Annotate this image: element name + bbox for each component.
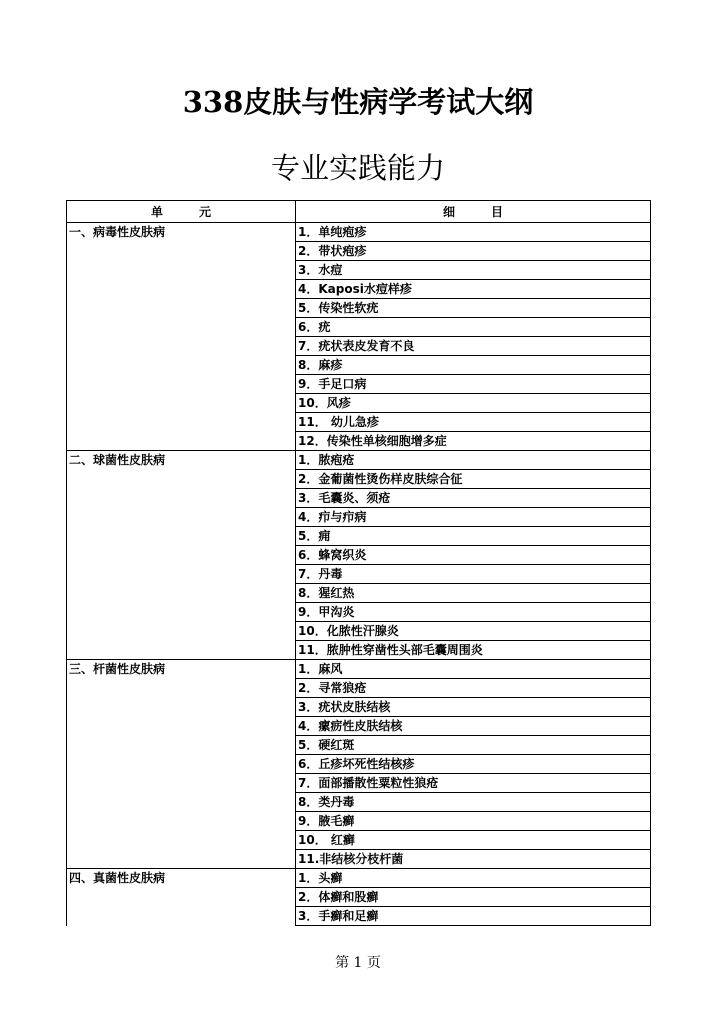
detail-item: 5．痈 <box>296 527 651 546</box>
detail-item: 1．脓疱疮 <box>296 451 651 470</box>
outline-table <box>66 200 651 926</box>
header-detail: 细 目 <box>296 201 651 223</box>
detail-item: 6．蜂窝织炎 <box>296 546 651 565</box>
table-row <box>67 223 651 242</box>
detail-item: 10．化脓性汗腺炎 <box>296 622 651 641</box>
detail-item: 6．丘疹坏死性结核疹 <box>296 755 651 774</box>
detail-item: 8．麻疹 <box>296 356 651 375</box>
table-header-row <box>67 201 651 223</box>
detail-item: 3．疣状皮肤结核 <box>296 698 651 717</box>
detail-item: 5．传染性软疣 <box>296 299 651 318</box>
detail-item: 9．甲沟炎 <box>296 603 651 622</box>
detail-item: 7．丹毒 <box>296 565 651 584</box>
detail-item: 5．硬红斑 <box>296 736 651 755</box>
document-subtitle: 专业实践能力 <box>270 151 445 185</box>
outline-body <box>67 223 651 926</box>
document-title: 338皮肤与性病学考试大纲 <box>182 85 534 119</box>
detail-item: 4．疖与疖病 <box>296 508 651 527</box>
detail-item: 11． 幼儿急疹 <box>296 413 651 432</box>
detail-item: 10．风疹 <box>296 394 651 413</box>
detail-item: 7．面部播散性粟粒性狼疮 <box>296 774 651 793</box>
detail-item: 11.非结核分枝杆菌 <box>296 850 651 869</box>
detail-item: 6．疣 <box>296 318 651 337</box>
detail-item: 2．体癣和股癣 <box>296 888 651 907</box>
table-row <box>67 869 651 888</box>
detail-item: 11．脓肿性穿凿性头部毛囊周围炎 <box>296 641 651 660</box>
unit-name: 四、真菌性皮肤病 <box>67 869 296 926</box>
detail-item: 9．腋毛癣 <box>296 812 651 831</box>
table-row <box>67 451 651 470</box>
detail-item: 3．水痘 <box>296 261 651 280</box>
detail-item: 12．传染性单核细胞增多症 <box>296 432 651 451</box>
detail-item: 8．类丹毒 <box>296 793 651 812</box>
detail-item: 2．金葡菌性烫伤样皮肤综合征 <box>296 470 651 489</box>
detail-item: 1．单纯疱疹 <box>296 223 651 242</box>
header-unit: 单 元 <box>67 201 296 223</box>
unit-name: 二、球菌性皮肤病 <box>67 451 296 660</box>
detail-item: 4．Kaposi水痘样疹 <box>296 280 651 299</box>
detail-item: 2．带状疱疹 <box>296 242 651 261</box>
table-row <box>67 660 651 679</box>
detail-item: 10． 红癣 <box>296 831 651 850</box>
detail-item: 3．手癣和足癣 <box>296 907 651 926</box>
detail-item: 2．寻常狼疮 <box>296 679 651 698</box>
detail-item: 8．猩红热 <box>296 584 651 603</box>
detail-item: 1．麻风 <box>296 660 651 679</box>
unit-name: 一、病毒性皮肤病 <box>67 223 296 451</box>
page-number: 第 1 页 <box>335 955 381 971</box>
unit-name: 三、杆菌性皮肤病 <box>67 660 296 869</box>
detail-item: 1．头癣 <box>296 869 651 888</box>
detail-item: 3．毛囊炎、须疮 <box>296 489 651 508</box>
detail-item: 7．疣状表皮发育不良 <box>296 337 651 356</box>
detail-item: 4．瘰疬性皮肤结核 <box>296 717 651 736</box>
detail-item: 9．手足口病 <box>296 375 651 394</box>
